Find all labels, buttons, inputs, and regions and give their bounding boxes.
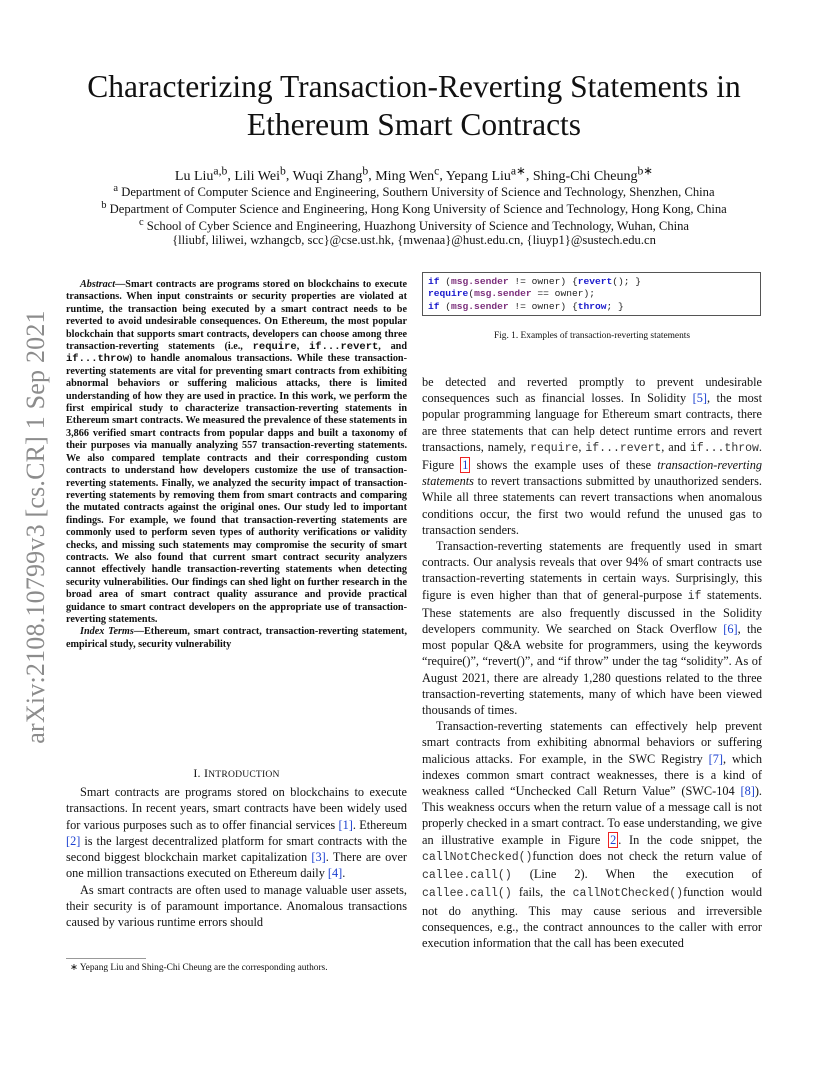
code-line: if (msg.sender != owner) {revert(); } xyxy=(428,276,642,287)
figure-reference-link[interactable]: 2 xyxy=(610,832,617,847)
affiliation: $^a$ Department of Computer Science and Engineering, Southern University of Science and Technology, Shenzhen, China xyxy=(113,183,715,200)
author: Lu Liu$^{a,b}$ xyxy=(174,164,228,184)
right-column-text: be detected and reverted promptly to prevent undesirable consequences such as financial losses. In Solidity [5], the most popular programming language for Ethereum smart contracts, there are three statements that can help detect runtime errors and revert transactions, namely, require, if...revert, and if...throw. Figure 1 shows the example uses of these transaction-reverting statements to revert transactions submitted by unauthorized senders. While all three statements can revert transactions when anomalous conditions occur, the first two would refund the unused gas to transaction senders. Transaction-reverting statements are frequently used in smart contracts. Our analysis reveals that over 94% of smart contracts use transaction-reverting statements in certain ways. Surprisingly, this figure is even higher than that of general-purpose if statements. These statements are also frequently discussed in the Solidity developers community. We searched on Stack Overflow [6], the most popular Q&A website for programmers, using the keywords “require()”, “revert()”, and “if throw” under the tag “solidity”. As of August 2021, there are already 1,280 questions related to the three transaction-reverting statements, many of which have been viewed thousands of times. Transaction-reverting statements can effectively help prevent smart contracts from exhibiting abnormal behaviors or suffering malicious attacks. For example, in the SWC Registry [7], which indexes common smart contract weaknesses, there is a kind of weakness called “Unchecked Call Return Value” (SWC-104 [8]). This weakness occurs when the return value of a message call is not properly checked in a smart contract. To ease understanding, we give an illustrative example in Figure 2 . In the code snippet, the callNotChecked()function does not check the return value of callee.call() (Line 2). When the execution of callee.call() fails, the callNotChecked()function would not do anything. This may cause serious and irreversible consequences, e.g., the contract announces to the caller with error execution information that the call has been executed xyxy=(422,375,763,950)
author: Yepang Liu$^{a∗}$ xyxy=(445,164,526,184)
footnote-divider xyxy=(66,958,146,959)
citation-link[interactable]: [2] xyxy=(66,833,81,848)
affiliation: $^c$ School of Cyber Science and Engineering, Huazhong University of Science and Technology, Wuhan, China xyxy=(138,217,690,234)
arxiv-identifier: arXiv:2108.10799v3 [cs.CR] 1 Sep 2021 xyxy=(21,310,50,744)
citation-link[interactable]: [8] xyxy=(740,784,755,799)
author: Ming Wen$^c$ xyxy=(375,164,440,184)
abstract: Abstract—Smart contracts are programs stored on blockchains to execute transactions. When input constraints or security properties are violated at runtime, the transaction being executed by a smart contract needs to be reverted to avoid undesirable consequences. On Ethereum, the most popular blockchain that supports smart contracts, developers can choose among three transaction-reverting statements (i.e., require, if...revert, and if...throw) to handle anomalous transactions. While these transaction-reverting statements are vital for preventing smart contracts from exhibiting abnormal behaviors or suffering malicious attacks, there is limited understanding of how they are used in practice. In this work, we perform the first empirical study to characterize transaction-reverting statements in Ethereum smart contracts. We measured the prevalence of these statements in 3,866 verified smart contracts from popular dapps and built a taxonomy of their purposes via manually analyzing 557 transaction-reverting statements. We also compared template contracts and their corresponding custom contracts to understand how developers customize the use of transaction-reverting statements. Finally, we analyzed the security impact of transaction-reverting statements by removing them from smart contracts and comparing the mutated contracts against the original ones. Our study led to important findings. For example, we found that transaction-reverting statements are commonly used to perform seven types of authority verifications or validity checks, and missing such statements may compromise the security of smart contracts. We also found that current smart contract security analyzers cannot effectively handle transaction-reverting statements when detecting security vulnerabilities. Our findings can shed light on further research in the broad area of smart contract quality assurance and provide practical guidance to smart contract developers on the appropriate use of transaction-reverting statements. Index Terms—Ethereum, smart contract, transaction-reverting statement, empirical study, security vulnerability xyxy=(66,279,408,650)
footnote: ∗ Yepang Liu and Shing-Chi Cheung are the corresponding authors. xyxy=(70,963,328,973)
author: Lili Wei$^b$ xyxy=(234,164,286,184)
author: Wuqi Zhang$^b$ xyxy=(292,164,369,184)
introduction-text: Smart contracts are programs stored on blockchains to execute transactions. In recent years, smart contracts have been widely used for various purposes such as to offer financial services [1]. Ethereum [2] is the largest decentralized platform for smart contracts with the second biggest blockchain market capitalization [3]. There are over one million transactions executed on Ethereum daily [4]. As smart contracts are often used to manage valuable user assets, their security is of paramount importance. Anomalous transactions caused by various runtime errors should xyxy=(66,785,408,930)
title-line-2: Ethereum Smart Contracts xyxy=(246,107,582,142)
code-line: require(msg.sender == owner); xyxy=(428,288,595,300)
index-terms: Index Terms—Ethereum, smart contract, transaction-reverting statement, empirical study, security vulnerability xyxy=(66,626,407,650)
paper-title xyxy=(60,68,768,144)
figure-reference-link[interactable]: 1 xyxy=(462,458,469,473)
citation-link[interactable]: [3] xyxy=(311,850,326,865)
author-list: Lu Liu$^{a,b}$, Lili Wei$^b$, Wuqi Zhang$^b$, Ming Wen$^c$, Yepang Liu$^{a∗}$, Shing-Chi Cheung$^{b∗}$ xyxy=(174,164,654,184)
title-line-1: Characterizing Transaction-Reverting Statements in xyxy=(87,69,741,104)
figure-1-code xyxy=(422,272,761,316)
citation-link[interactable]: [5] xyxy=(692,391,707,406)
affiliation: $^b$ Department of Computer Science and Engineering, Hong Kong University of Science and Technology, Hong Kong, China xyxy=(101,200,727,217)
figure-1-caption: Fig. 1. Examples of transaction-reverting statements xyxy=(493,331,691,341)
author: Shing-Chi Cheung$^{b∗}$ xyxy=(532,164,654,184)
code-line: if (msg.sender != owner) {throw; } xyxy=(428,300,624,312)
author-emails: {lliubf, liliwei, wzhangcb, scc}@cse.ust.hk, {mwenaa}@hust.edu.cn, {liuyp1}@sustech.edu.cn xyxy=(172,233,656,247)
citation-link[interactable]: [6] xyxy=(723,622,738,637)
section-heading-introduction: I. INTRODUCTION xyxy=(193,766,280,780)
citation-link[interactable]: [7] xyxy=(708,751,723,766)
citation-link[interactable]: [1] xyxy=(338,817,353,832)
citation-link[interactable]: [4] xyxy=(327,866,343,881)
